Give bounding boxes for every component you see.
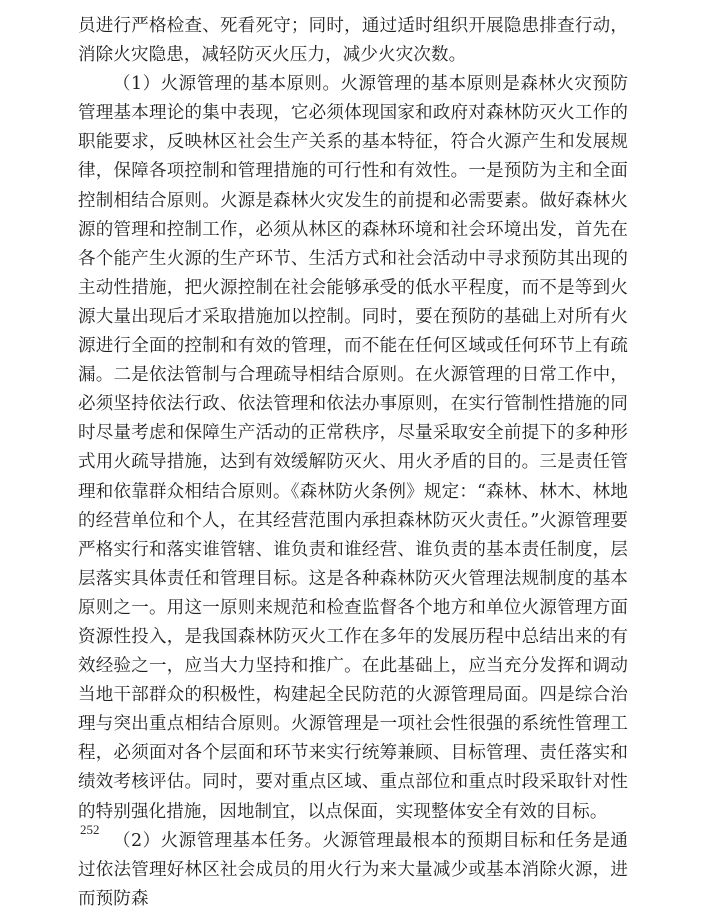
body-text	[78, 12, 628, 914]
paragraph-fire-source-tasks: （2）火源管理基本任务。火源管理最根本的预期目标和任务是通过依法管理好林区社会成员的用火行为来大量减少或基本消除火源，进而预防森	[78, 830, 628, 909]
paragraph-fire-source-principles: （1）火源管理的基本原则。火源管理的基本原则是森林火灾预防管理基本理论的集中表现，它必须体现国家和政府对森林防灭火工作的职能要求，反映林区社会生产关系的基本特征，符合火源产生和发展规律，保障各项控制和管理措施的可行性和有效性。一是预防为主和全面控制相结合原则。火源是森林火灾发生的前提和必需要素。做好森林火源的管理和控制工作，必须从林区的森林环境和社会环境出发，首先在各个能产生火源的生产环节、生活方式和社会活动中寻求预防其出现的主动性措施，把火源控制在社会能够承受的低水平程度，而不是等到火源大量出现后才采取措施加以控制。同时，要在预防的基础上对所有火源进行全面的控制和有效的管理，而不能在任何区域或任何环节上有疏漏。二是依法管制与合理疏导相结合原则。在火源管理的日常工作中，必须坚持依法行政、依法管理和依法办事原则，在实行管制性措施的同时尽量考虑和保障生产活动的正常秩序，尽量采取安全前提下的多种形式用火疏导措施，达到有效缓解防灭火、用火矛盾的目的。三是责任管理和依靠群众相结合原则。《森林防火条例》规定：“森林、林木、林地的经营单位和个人，在其经营范围内承担森林防灭火责任。”火源管理要严格实行和落实谁管辖、谁负责和谁经营、谁负责的基本责任制度，层层落实具体责任和管理目标。这是各种森林防灭火管理法规制度的基本原则之一。用这一原则来规范和检查监督各个地方和单位火源管理方面资源性投入，是我国森林防灭火工作在多年的发展历程中总结出来的有效经验之一，应当大力坚持和推广。在此基础上，应当充分发挥和调动当地干部群众的积极性，构建起全民防范的火源管理局面。四是综合治理与突出重点相结合原则。火源管理是一项社会性很强的系统性管理工程，必须面对各个层面和环节来实行统筹兼顾、目标管理、责任落实和绩效考核评估。同时，要对重点区域、重点部位和重点时段采取针对性的特别强化措施，因地制宜，以点保面，实现整体安全有效的目标。	[78, 74, 628, 822]
paragraph-continued: 员进行严格检查、死看死守；同时，通过适时组织开展隐患排查行动，消除火灾隐患，减轻防灭火压力，减少火灾次数。	[78, 16, 628, 66]
page-number: 252	[80, 822, 100, 837]
